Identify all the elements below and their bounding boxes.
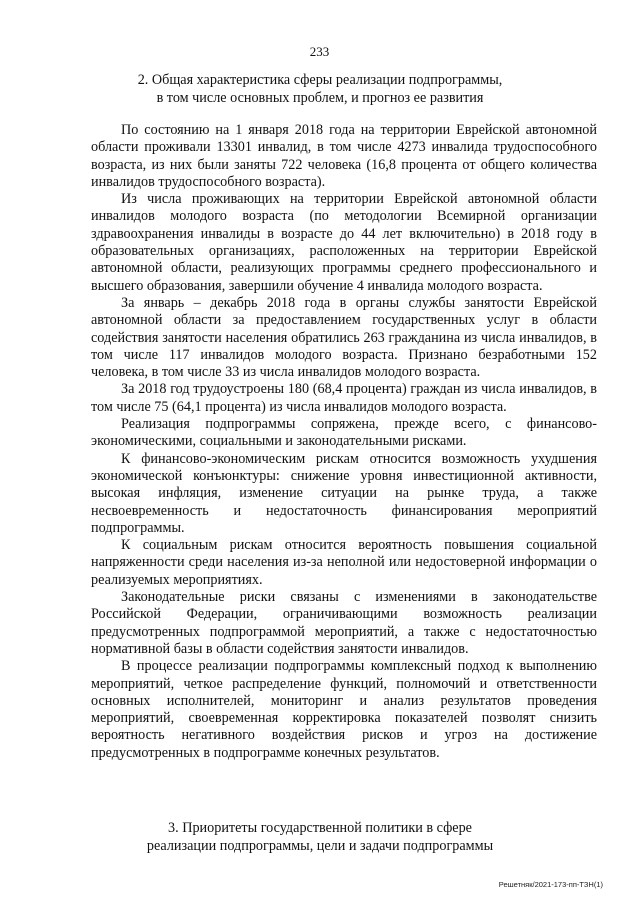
section-3-heading — [90, 819, 550, 855]
paragraph: Реализация подпрограммы сопряжена, прежде всего, с финансово-экономическими, социальными и законодательными рисками. — [91, 416, 597, 450]
paragraph: В процессе реализации подпрограммы комплексный подход к выполнению мероприятий, четкое распределение функций, полномочий и ответственности основных исполнителей, мониторинг и анализ результатов проведения мероприятий, своевременная корректировка показателей позволят снизить вероятность негативного воздействия рисков и угроз на достижение предусмотренных в подпрограмме конечных результатов. — [91, 658, 597, 761]
paragraph: К социальным рискам относится вероятность повышения социальной напряженности среди населения из-за неполной или недостоверной информации о реализуемых мероприятиях. — [91, 537, 597, 588]
section-2-heading-line: в том числе основных проблем, и прогноз ее развития — [156, 90, 484, 106]
section-2-heading — [90, 71, 550, 107]
section-3-heading-line: 3. Приоритеты государственной политики в сфере — [168, 820, 472, 836]
section-2-body — [91, 122, 597, 762]
paragraph: Из числа проживающих на территории Еврейской автономной области инвалидов молодого возраста (по методологии Всемирной организации здравоохранения инвалиды в возрасте до 44 лет включительно) в 2018 году в образовательных организациях, расположенных на территории Еврейской автономной области, реализующих программы среднего профессионального и высшего образования, завершили обучение 4 инвалида молодого возраста. — [91, 191, 597, 294]
section-2-heading-line: 2. Общая характеристика сферы реализации подпрограммы, — [137, 72, 503, 88]
paragraph: За январь – декабрь 2018 года в органы службы занятости Еврейской автономной области за предоставлением государственных услуг в области содействия занятости населения обратились 263 гражданина из числа инвалидов, в том числе 117 инвалидов молодого возраста. Признано безработными 152 человека, в том числе 33 из числа инвалидов молодого возраста. — [91, 294, 597, 381]
section-3-heading-line: реализации подпрограммы, цели и задачи подпрограммы — [146, 838, 494, 854]
paragraph: Законодательные риски связаны с изменениями в законодательстве Российской Федерации, ограничивающими возможность реализации предусмотренных подпрограммой мероприятий, а также с недостаточностью нормативной базы в области содействия занятости инвалидов. — [91, 589, 597, 657]
paragraph: К финансово-экономическим рискам относится возможность ухудшения экономической конъюнктуры: снижение уровня инвестиционной активности, высокая инфляция, изменение ситуации на рынке труда, а также несвоевременность и недостаточность финансирования мероприятий подпрограммы. — [91, 450, 597, 536]
paragraph: За 2018 год трудоустроены 180 (68,4 процента) граждан из числа инвалидов, в том числе 75 (64,1 процента) из числа инвалидов молодого возраста. — [91, 381, 597, 415]
paragraph: По состоянию на 1 января 2018 года на территории Еврейской автономной области проживали 13301 инвалид, в том числе 4273 инвалида трудоспособного возраста, из них были заняты 722 человека (16,8 процента от общего количества инвалидов трудоспособного возраста). — [91, 122, 597, 190]
document-footer-mark: Решетняк/2021-173-пп-ТЗН(1) — [498, 880, 603, 889]
page-number: 233 — [309, 44, 330, 59]
